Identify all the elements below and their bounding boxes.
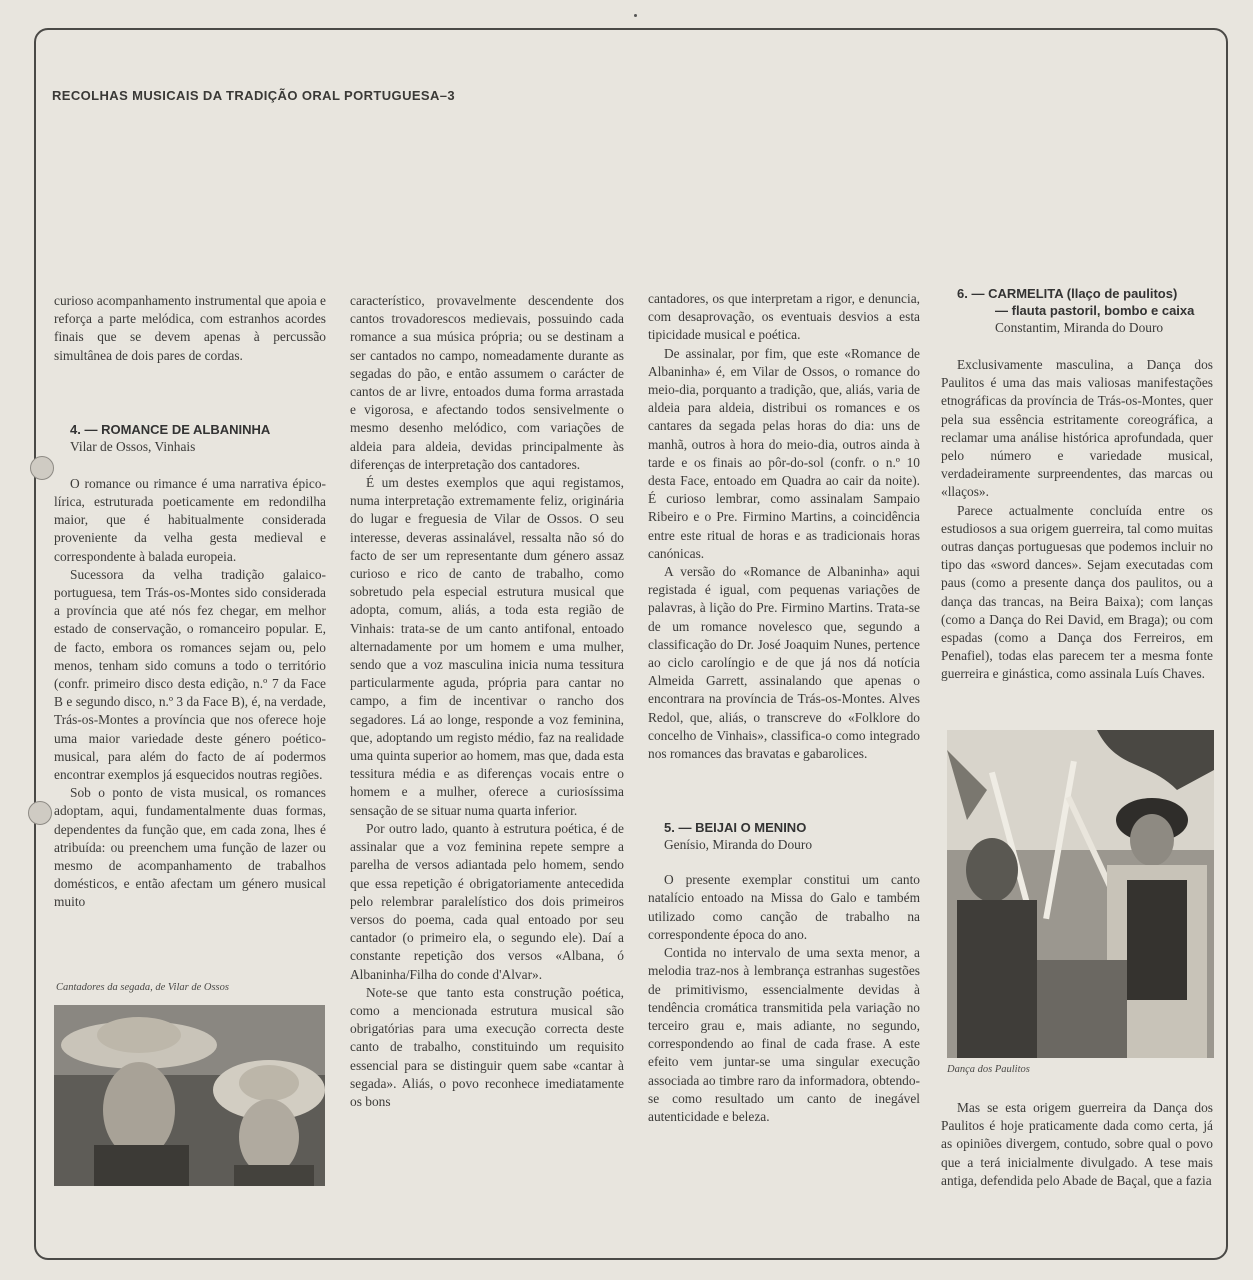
column-1: [54, 292, 326, 912]
paragraph: De assinalar, por fim, que este «Romance de Albaninha» é, em Vilar de Ossos, o romance do meio-dia, porquanto a tradição, que, aliás, varia de aldeia para aldeia, distribui os romances e os cantares da segada pelas horas do dia: uns de manhã, outros à hora do meio-dia, outros ainda à tarde e os finais ao pôr-do-sol (confr. o n.º 10 desta Face, entoado em Quadra ao cair da noite). É curioso lembrar, como assinalam Sampaio Ribeiro e o Pre. Firmino Martins, a coincidência entre este ritual de horas e as tradicionais horas canónicas.: [648, 345, 920, 561]
print-speck: [634, 14, 637, 17]
paragraph: Note-se que tanto esta construção poética, como a mencionada estrutura musical são obrigatórias para uma execução correcta deste canto de trabalho, constituindo um requisito essencial para se distinguir quem sabe «cantar à segada». Aliás, o povo reconhece imediatamente os bons: [350, 984, 624, 1109]
paragraph: Mas se esta origem guerreira da Dança dos Paulitos é hoje praticamente dada como certa, já as opiniões divergem, contudo, sobre qual o povo que a terá inicialmente divulgado. A tese mais antiga, defendida pelo Abade de Baçal, que a fazia: [941, 1100, 1213, 1188]
paragraph: A versão do «Romance de Albaninha» aqui registada é igual, com pequenas variações de palavras, à lição do Pre. Firmino Martins. Trata-se de um romance novelesco que, segundo a classificação do Dr. José Joaquim Nunes, pertence ao ciclo carolíngio e de que já nos dá notícia Almeida Garrett, assinalando que apenas o encontrara na província de Trás-os-Montes. Alves Redol, que, aliás, o transcreve do «Folklore do concelho de Vinhais», classifica-o como integrado nos romances das bravatas e gabarolices.: [648, 564, 920, 762]
paragraph: Parece actualmente concluída entre os estudiosos a sua origem guerreira, tal como muitas outras danças portuguesas que podemos incluir no tipo das «sword dances». Sejam executadas com paus (como a presente dança dos paulitos, ou a dança das trancas, na Beira Baixa); com lanças (como a Dança do Rei David, em Braga); ou com espadas (como a Dança dos Ferreiros, em Penafiel), todas elas parecem ter a mesma fonte guerreira e ginástica, como assinala Luís Chaves.: [941, 502, 1213, 682]
paragraph: Exclusivamente masculina, a Dança dos Paulitos é uma das mais valiosas manifestações etnográficas da província de Trás-os-Montes, quer pela sua essência estritamente coreográfica, a reclamar uma análise histórica aprofundada, quer pelo número e variedade musical, verdadeiramente surpreendentes, das marcas ou «llaços».: [941, 357, 1213, 500]
section-4-place: Vilar de Ossos, Vinhais: [70, 438, 196, 454]
column-3: [648, 290, 920, 1126]
photo-cantadores: [54, 1005, 325, 1186]
paragraph: Sucessora da velha tradição galaico-portuguesa, tem Trás-os-Montes sido considerada a província que até nós fez chegar, em melhor estado de conservação, o romanceiro popular. E, de facto, embora os romances sejam ou, pelo menos, tenham sido comuns a todo o território (confr. primeiro disco desta edição, n.º 7 da Face B e segundo disco, n.º 3 da Face B), é, na verdade, Trás-os-Montes a província que nos oferece hoje uma maior variedade deste género poético-musical, para além do facto de aí podermos encontrar exemplos já esquecidos noutras regiões.: [54, 566, 326, 783]
photo-caption-paulitos: Dança dos Paulitos: [947, 1064, 1030, 1075]
paragraph: O romance ou rimance é uma narrativa épico-lírica, estruturada poeticamente em redondilha maior, que é habitualmente considerada proveniente da velha gesta medieval e correspondente à balada europeia.: [54, 475, 326, 564]
paragraph: característico, provavelmente descendente dos cantos trovadorescos medievais, possuindo cada romance a sua música própria; ou se destinam a ser cantados no campo, nomeadamente durante as segadas do pão, e então assumem o carácter de cantos de ar livre, entoados duma forma arrastada e vigorosa, e afectando todos sensivelmente o mesmo desenho melódico, com variações de aldeia para aldeia, devidas principalmente às diferenças de interpretação dos cantadores.: [350, 293, 624, 472]
paragraph: É um destes exemplos que aqui registamos, numa interpretação extremamente feliz, originária do lugar e freguesia de Vilar de Ossos. O seu interesse, deveras assinalável, ressalta não só do facto de ser um representante dum género assaz curioso e rico de canto de trabalho, como sobretudo pela especial estrutura musical que adopta, comum, aliás, a toda esta região de Vinhais: trata-se de um canto antifonal, entoado alternadamente por um homem e uma mulher, sendo que a voz masculina inicia numa tessitura particularmente aguda, própria para cantar no campo, a fim de incentivar o rancho dos segadores. Lá ao longe, responde a voz feminina, que, adoptando um registo médio, faz na realidade uma quinta superior ao homem, mas que, dada esta tessitura média e as diferenças vocais entre o homem e a mulher, oferece a curiosíssima sensação de se situar numa quarta inferior.: [350, 475, 624, 818]
binder-hole-top: [30, 456, 54, 480]
section-6-place: Constantim, Miranda do Douro: [995, 320, 1164, 335]
photo-caption-segada: Cantadores da segada, de Vilar de Ossos: [56, 982, 229, 993]
section-5-place: Genísio, Miranda do Douro: [664, 837, 813, 853]
paragraph: O presente exemplar constitui um canto natalício entoado na Missa do Galo e também utilizado como canção de trabalho na correspondente época do ano.: [648, 872, 920, 942]
section-5-title: 5. — BEIJAI O MENINO: [664, 820, 807, 836]
paragraph: Contida no intervalo de uma sexta menor, a melodia traz-nos à lembrança estranhas sugestões de primitivismo, essencialmente devidas à tendência cromática transmitida pela variação no terceiro grau e, mais adiante, no segundo, correspondendo ao final de cada frase. A este efeito vem juntar-se uma singular execução associada ao timbre raro da informadora, obtendo-se como resultado um canto de inegável autenticidade e beleza.: [648, 945, 920, 1124]
photo-danca-paulitos: [947, 730, 1214, 1058]
section-4-title: 4. — ROMANCE DE ALBANINHA: [70, 421, 271, 437]
column-4-continued: [941, 1099, 1213, 1190]
paragraph: Por outro lado, quanto à estrutura poética, é de assinalar que a voz feminina repete sempre a parelha de versos adiantada pelo homem, sendo que essa repetição é obrigatoriamente antecedida pelo relembrar paralelístico dos dois primeiros versos do poema, cada qual entoado por seu cantador (o primeiro ela, o segundo ele). Daí a constante repetição dos versos «Albana, ó Albaninha/Filha do conde d'Alvar».: [350, 820, 624, 982]
column-4: [941, 285, 1213, 684]
paragraph: cantadores, os que interpretam a rigor, e denuncia, com desaprovação, os eventuais desvios a esta tipicidade musical e poética.: [648, 291, 920, 343]
page-header: RECOLHAS MUSICAIS DA TRADIÇÃO ORAL PORTUGUESA–3: [52, 88, 456, 103]
paragraph: Sob o ponto de vista musical, os romances adoptam, aqui, fundamentalmente duas formas, dependentes da função que, em cada zona, lhes é atribuída: ou preenchem uma função de lazer ou mesmo de acompanhamento de trabalhos domésticos, e então afectam um género musical muito: [54, 785, 326, 910]
intro-paragraph: curioso acompanhamento instrumental que apoia e reforça a parte melódica, com estranhos acordes finais que se devem apenas à percussão simultânea de dois pares de cordas.: [54, 293, 326, 363]
section-6-title: 6. — CARMELITA (llaço de paulitos): [957, 286, 1178, 301]
column-2: [350, 292, 624, 1111]
binder-hole-bottom: [28, 801, 52, 825]
section-6-instruments: — flauta pastoril, bombo e caixa: [995, 303, 1195, 318]
